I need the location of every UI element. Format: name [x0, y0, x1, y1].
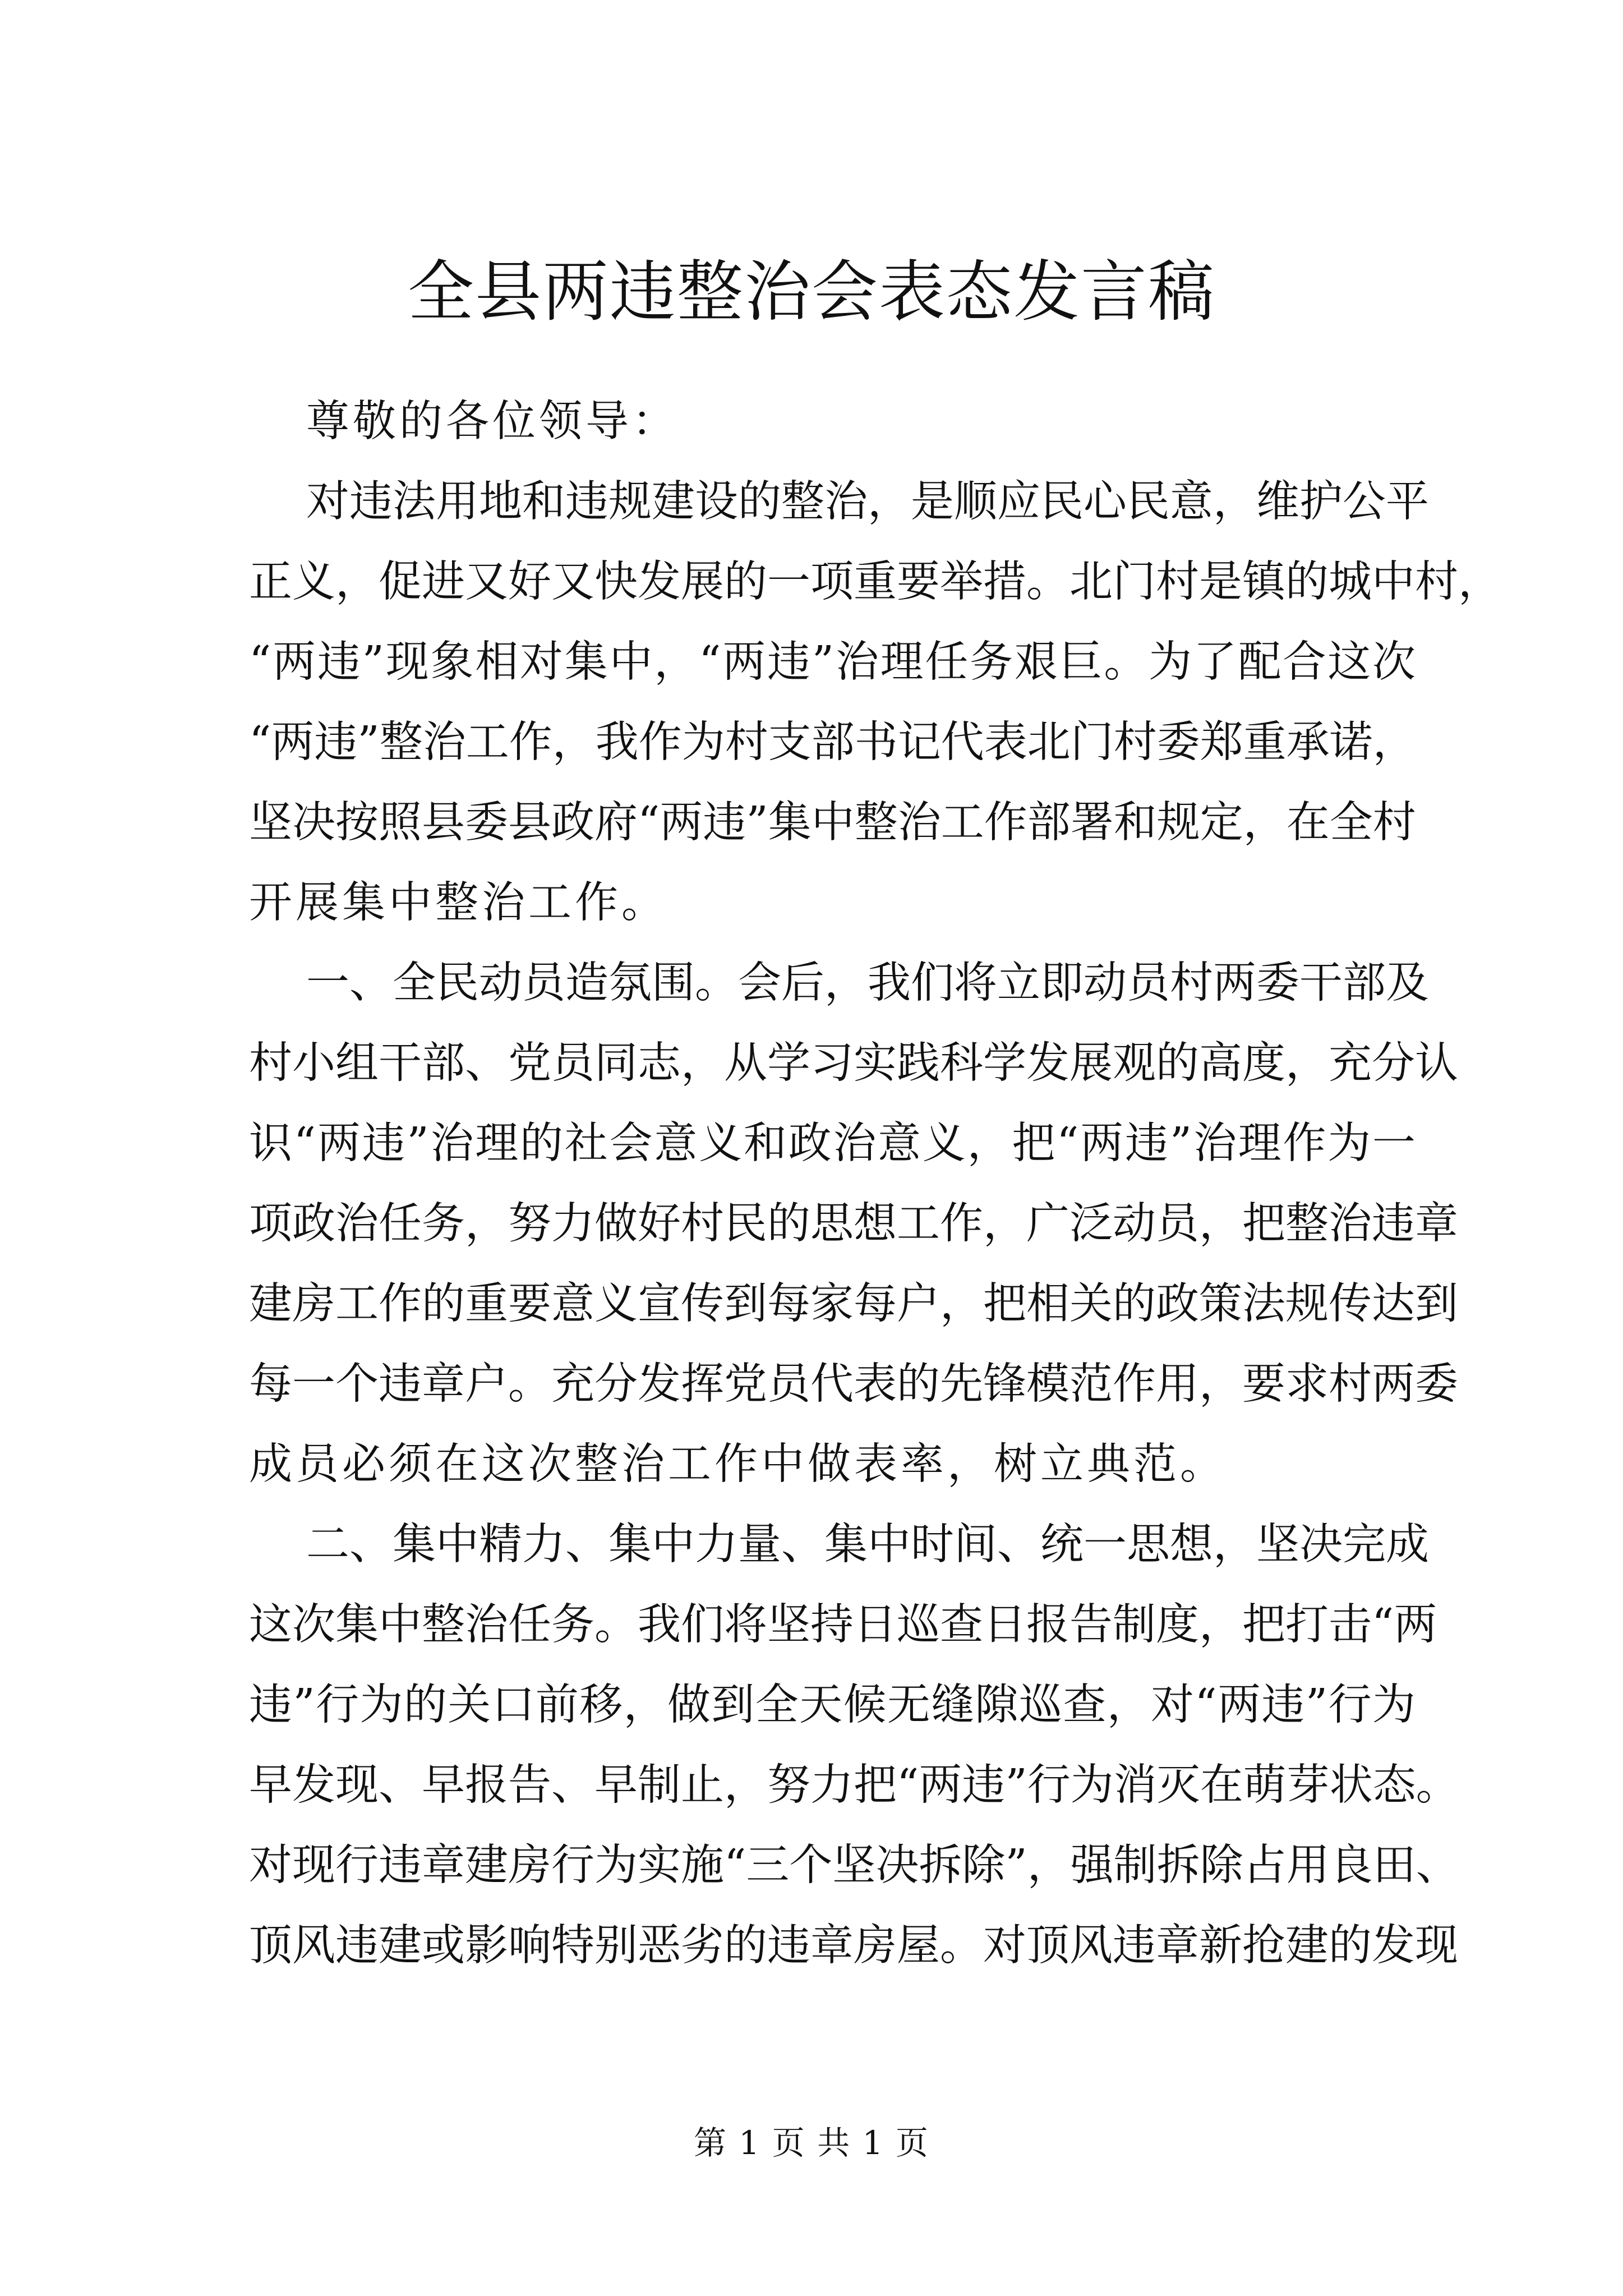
paragraph-line: 建房工作的重要意义宣传到每家每户，把相关的政策法规传达到	[249, 1279, 1458, 1329]
page-number: 第 1 页 共 1 页	[694, 2124, 929, 2162]
paragraph-line: 村小组干部、党员同志，从学习实践科学发展观的高度，充分认	[249, 1038, 1458, 1088]
paragraph-line: 识“两违”治理的社会意义和政治意义，把“两违”治理作为一	[249, 1119, 1415, 1168]
paragraph-line: 坚决按照县委县政府“两违”集中整治工作部署和规定，在全村	[249, 798, 1416, 848]
paragraph-line: 开展集中整治工作。	[249, 878, 668, 928]
paragraph-line: 对现行违章建房行为实施“三个坚决拆除”，强制拆除占用良田、	[249, 1841, 1459, 1890]
document-title: 全县两违整治会表态发言稿	[407, 253, 1215, 330]
paragraph-line: 正义，促进又好又快发展的一项重要举措。北门村是镇的城中村，	[249, 557, 1501, 607]
paragraph-line: “两违”整治工作，我作为村支部书记代表北门村委郑重承诺，	[249, 717, 1416, 767]
paragraph-line: 成员必须在这次整治工作中做表率，树立典范。	[249, 1439, 1227, 1489]
paragraph-line: 对违法用地和违规建设的整治，是顺应民心民意，维护公平	[306, 477, 1429, 527]
salutation-line: 尊敬的各位领导：	[306, 397, 679, 447]
paragraph-line: 顶风违建或影响特别恶劣的违章房屋。对顶风违章新抢建的发现	[249, 1921, 1458, 1971]
paragraph-line: 这次集中整治任务。我们将坚持日巡查日报告制度，把打击“两	[249, 1600, 1437, 1650]
paragraph-line: 违”行为的关口前移，做到全天候无缝隙巡查，对“两违”行为	[249, 1680, 1415, 1730]
document-body	[249, 381, 1501, 1986]
paragraph-line: 一、全民动员造氛围。会后，我们将立即动员村两委干部及	[306, 958, 1429, 1008]
paragraph-line: “两违”现象相对集中，“两违”治理任务艰巨。为了配合这次	[249, 637, 1415, 687]
paragraph-line: 二、集中精力、集中力量、集中时间、统一思想，坚决完成	[306, 1520, 1429, 1570]
paragraph-line: 每一个违章户。充分发挥党员代表的先锋模范作用，要求村两委	[249, 1359, 1458, 1409]
paragraph-line: 项政治任务，努力做好村民的思想工作，广泛动员，把整治违章	[249, 1199, 1458, 1249]
paragraph-line: 早发现、早报告、早制止，努力把“两违”行为消灭在萌芽状态。	[249, 1760, 1459, 1810]
